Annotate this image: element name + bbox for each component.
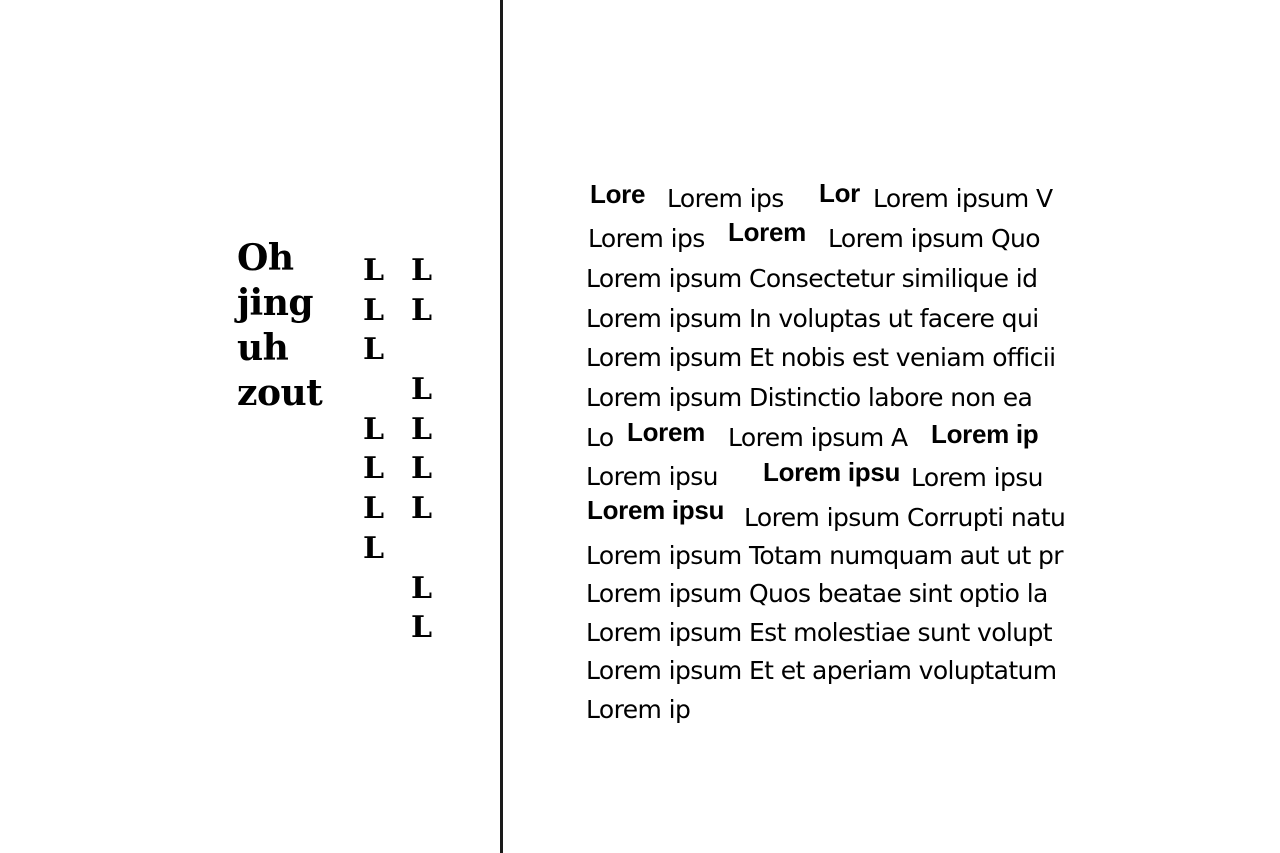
letter-cell: L xyxy=(363,332,385,368)
letter-cell: L xyxy=(363,253,385,288)
bold-fragment: Lorem ipsu xyxy=(587,495,725,525)
letter-cell: L xyxy=(363,530,385,566)
text-fragment: Lorem ipsum V xyxy=(873,184,1053,213)
text-line: Lorem ipsum Et et aperiam voluptatum xyxy=(586,656,1057,685)
bold-fragment: Lorem ip xyxy=(931,419,1039,449)
bold-fragment: Lorem ipsu xyxy=(763,457,901,487)
letter-cell: L xyxy=(411,451,433,487)
letter-column-a xyxy=(363,251,384,648)
text-fragment: Lo xyxy=(586,423,614,452)
letter-cell: L xyxy=(411,292,433,328)
letter-cell: L xyxy=(363,411,385,447)
letter-cell: L xyxy=(411,570,433,606)
text-line: Lorem ipsum Distinctio labore non ea xyxy=(586,383,1033,412)
letter-cell: L xyxy=(411,491,433,527)
text-fragment: Lorem ipsu xyxy=(911,463,1043,492)
letter-cell xyxy=(363,569,384,609)
text-fragment: Lorem ips xyxy=(667,184,784,213)
text-line: Lorem ip xyxy=(586,695,691,724)
letter-cell: L xyxy=(363,292,385,328)
bold-fragment: Lorem xyxy=(627,417,705,447)
letter-cell xyxy=(363,608,384,648)
text-line: Lorem ipsum Et nobis est veniam officii xyxy=(586,343,1056,372)
text-fragment: Lorem ips xyxy=(588,224,705,253)
text-line: Lorem ipsum In voluptas ut facere qui xyxy=(586,304,1039,333)
text-line: Lorem ipsum Quos beatae sint optio la xyxy=(586,579,1048,608)
letter-cell xyxy=(411,330,432,370)
letter-cell: L xyxy=(363,451,385,487)
bold-fragment: Lor xyxy=(819,178,860,208)
text-line: Lorem ipsum Totam numquam aut ut pr xyxy=(586,541,1063,570)
text-fragment: Lorem ipsum A xyxy=(728,423,908,452)
heading-line: uh xyxy=(237,327,289,369)
heading-line: jing xyxy=(237,282,314,324)
letter-column-b xyxy=(411,251,432,648)
letter-cell: L xyxy=(363,491,385,527)
bold-fragment: Lorem xyxy=(728,217,806,247)
text-fragment: Lorem ipsum Quo xyxy=(828,224,1040,253)
left-heading xyxy=(237,236,322,416)
heading-line: Oh xyxy=(237,237,294,279)
text-line: Lorem ipsum Est molestiae sunt volupt xyxy=(586,618,1052,647)
letter-cell xyxy=(411,529,432,569)
letter-cell xyxy=(363,370,384,410)
letter-cell: L xyxy=(411,253,433,288)
text-fragment: Lorem ipsum Corrupti natu xyxy=(744,503,1066,532)
text-line: Lorem ipsum Consectetur similique id xyxy=(586,264,1038,293)
letter-cell: L xyxy=(411,411,433,447)
heading-line: zout xyxy=(237,372,323,414)
letter-cell: L xyxy=(411,372,433,408)
bold-fragment: Lore xyxy=(590,179,646,209)
text-fragment: Lorem ipsu xyxy=(586,462,718,491)
letter-cell: L xyxy=(411,610,433,646)
vertical-divider xyxy=(500,0,503,853)
